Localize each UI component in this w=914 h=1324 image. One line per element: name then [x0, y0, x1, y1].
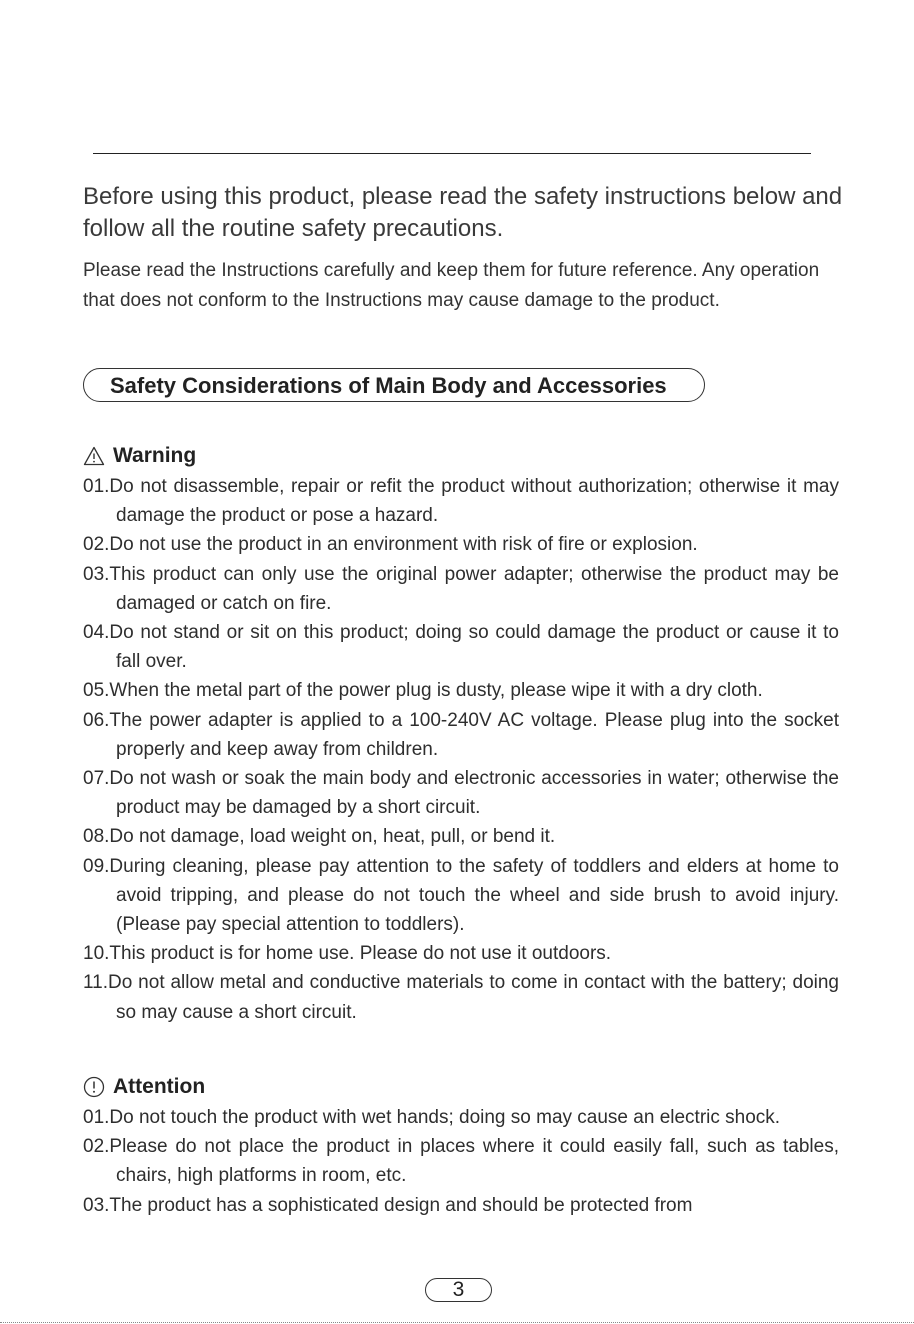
warning-item: 08.Do not damage, load weight on, heat, pull, or bend it. [83, 826, 556, 848]
warning-item: 11.Do not allow metal and conductive materials to come in contact with the battery; doing so may cause a short circuit. [83, 972, 839, 1023]
warning-header [83, 440, 839, 472]
section-title: Safety Considerations of Main Body and Accessories [110, 373, 667, 398]
bottom-dotted-edge [0, 1322, 914, 1323]
warning-item: 07.Do not wash or soak the main body and electronic accessories in water; otherwise the product may be damaged by a short circuit. [83, 768, 839, 819]
attention-list [83, 1103, 839, 1220]
page-number: 3 [425, 1278, 492, 1302]
attention-header [83, 1071, 839, 1103]
warning-item: 02.Do not use the product in an environment with risk of fire or explosion. [83, 534, 698, 556]
warning-item: 10.This product is for home use. Please do not use it outdoors. [83, 943, 612, 965]
attention-item: 01.Do not touch the product with wet hands; doing so may cause an electric shock. [83, 1107, 781, 1128]
warning-item: 09.During cleaning, please pay attention to the safety of toddlers and elders at home to avoid tripping, and please do not touch the wheel and side brush to avoid injury. (Please pay special attention to toddlers). [83, 855, 839, 936]
attention-title: Attention [113, 1075, 206, 1098]
warning-block [83, 440, 839, 1027]
warning-item: 03.This product can only use the original power adapter; otherwise the product may be damaged or catch on fire. [83, 563, 839, 614]
attention-item: 03.The product has a sophisticated design and should be protected from [83, 1194, 693, 1216]
top-divider [93, 153, 811, 154]
attention-item: 02.Please do not place the product in places where it could easily fall, such as tables, chairs, high platforms in room, etc. [83, 1136, 839, 1187]
warning-list [83, 472, 839, 1027]
intro-paragraph: Please read the Instructions carefully and keep them for future reference. Any operation that does not conform to the Instructions may cause damage to the product. [83, 260, 820, 311]
warning-triangle-icon [83, 446, 105, 466]
warning-item: 05.When the metal part of the power plug is dusty, please wipe it with a dry cloth. [83, 680, 763, 702]
intro-heading: Before using this product, please read the safety instructions below and follow all the routine safety precautions. [83, 183, 843, 242]
exclamation-circle-icon [83, 1076, 105, 1098]
warning-item: 04.Do not stand or sit on this product; doing so could damage the product or cause it to fall over. [83, 622, 839, 673]
attention-block [83, 1071, 839, 1220]
warning-title: Warning [113, 444, 197, 467]
warning-item: 06.The power adapter is applied to a 100-240V AC voltage. Please plug into the socket properly and keep away from children. [83, 709, 839, 760]
warning-item: 01.Do not disassemble, repair or refit the product without authorization; otherwise it may damage the product or pose a hazard. [83, 476, 839, 527]
